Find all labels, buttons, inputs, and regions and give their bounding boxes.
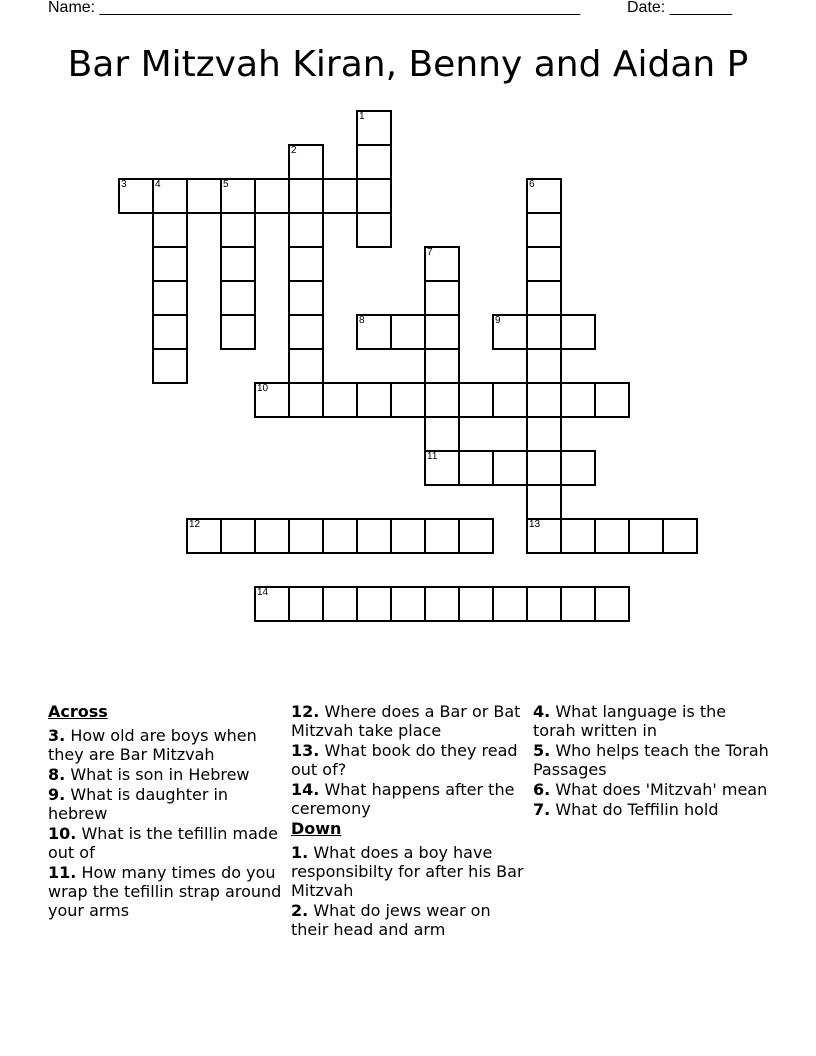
cell-number: 12 [189, 519, 201, 530]
grid-cell[interactable] [424, 450, 460, 486]
clue-text: What do Teffilin hold [555, 800, 719, 819]
grid-cell[interactable] [288, 518, 324, 554]
grid-cell[interactable] [424, 280, 460, 316]
clue-item [291, 702, 527, 740]
cell-number: 7 [427, 247, 433, 258]
clue-number: 9. [48, 785, 66, 804]
grid-cell[interactable] [220, 246, 256, 282]
grid-cell[interactable] [288, 144, 324, 180]
grid-cell[interactable] [220, 314, 256, 350]
grid-cell[interactable] [254, 382, 290, 418]
grid-cell[interactable] [526, 314, 562, 350]
clue-number: 5. [533, 741, 551, 760]
grid-cell[interactable] [390, 518, 426, 554]
puzzle-title: Bar Mitzvah Kiran, Benny and Aidan P [67, 44, 749, 85]
grid-cell[interactable] [560, 314, 596, 350]
clue-text: What book do they read out of? [291, 741, 518, 779]
clue-text: What happens after the ceremony [291, 780, 515, 818]
grid-cell[interactable] [254, 586, 290, 622]
grid-cell[interactable] [152, 314, 188, 350]
clue-item [291, 741, 527, 779]
grid-cell[interactable] [118, 178, 154, 214]
grid-cell[interactable] [288, 314, 324, 350]
grid-cell[interactable] [458, 586, 494, 622]
grid-cell[interactable] [560, 586, 596, 622]
grid-cell[interactable] [322, 586, 358, 622]
grid-cell[interactable] [152, 348, 188, 384]
cell-number: 11 [427, 451, 438, 462]
grid-cell[interactable] [186, 178, 222, 214]
clue-column-2 [291, 702, 527, 940]
clue-item [48, 765, 284, 784]
grid-cell[interactable] [254, 178, 290, 214]
clue-text: What is son in Hebrew [70, 765, 250, 784]
clue-text: What language is the torah written in [533, 702, 727, 740]
clue-item [533, 780, 769, 799]
grid-cell[interactable] [288, 586, 324, 622]
grid-cell[interactable] [356, 178, 392, 214]
clue-number: 13. [291, 741, 320, 760]
grid-cell[interactable] [288, 280, 324, 316]
grid-cell[interactable] [424, 314, 460, 350]
grid-cell[interactable] [526, 416, 562, 452]
grid-cell[interactable] [152, 280, 188, 316]
grid-cell[interactable] [390, 586, 426, 622]
clue-text: What is the tefillin made out of [48, 824, 278, 862]
grid-cell[interactable] [424, 586, 460, 622]
cell-number: 14 [257, 587, 269, 598]
grid-cell[interactable] [526, 212, 562, 248]
grid-cell[interactable] [288, 178, 324, 214]
grid-cell[interactable] [526, 450, 562, 486]
section-heading-across: Across [48, 702, 108, 721]
grid-cell[interactable] [322, 518, 358, 554]
clue-number: 8. [48, 765, 66, 784]
grid-cell[interactable] [458, 518, 494, 554]
name-field-label: Name: ______________________________________________________ [48, 0, 581, 16]
grid-cell[interactable] [356, 518, 392, 554]
clue-text: Where does a Bar or Bat Mitzvah take place [291, 702, 521, 740]
clue-number: 10. [48, 824, 77, 843]
clue-item [291, 901, 527, 939]
grid-cell[interactable] [526, 178, 562, 214]
grid-cell[interactable] [594, 382, 630, 418]
clue-number: 14. [291, 780, 320, 799]
clue-item [291, 780, 527, 818]
grid-cell[interactable] [288, 382, 324, 418]
grid-cell[interactable] [526, 280, 562, 316]
grid-cell[interactable] [322, 178, 358, 214]
clue-number: 3. [48, 726, 66, 745]
grid-cell[interactable] [526, 484, 562, 520]
grid-cell[interactable] [356, 144, 392, 180]
clue-number: 12. [291, 702, 320, 721]
grid-cell[interactable] [458, 450, 494, 486]
grid-cell[interactable] [526, 518, 562, 554]
grid-cell[interactable] [390, 314, 426, 350]
grid-cell[interactable] [628, 518, 664, 554]
cell-number: 6 [529, 179, 535, 190]
clue-text: What does 'Mitzvah' mean [555, 780, 768, 799]
cell-number: 5 [223, 179, 229, 190]
grid-cell[interactable] [526, 348, 562, 384]
cell-number: 3 [121, 179, 127, 190]
grid-cell[interactable] [526, 246, 562, 282]
cell-number: 9 [495, 315, 501, 326]
grid-cell[interactable] [220, 518, 256, 554]
grid-cell[interactable] [424, 416, 460, 452]
grid-cell[interactable] [356, 212, 392, 248]
clue-number: 7. [533, 800, 551, 819]
grid-cell[interactable] [356, 586, 392, 622]
clue-item [533, 800, 769, 819]
grid-cell[interactable] [254, 518, 290, 554]
grid-cell[interactable] [220, 212, 256, 248]
clue-text: Who helps teach the Torah Passages [533, 741, 769, 779]
date-field-label: Date: _______ [627, 0, 732, 16]
clue-number: 2. [291, 901, 309, 920]
grid-cell[interactable] [424, 348, 460, 384]
cell-number: 4 [155, 179, 161, 190]
cell-number: 10 [257, 383, 269, 394]
grid-cell[interactable] [220, 178, 256, 214]
grid-cell[interactable] [152, 246, 188, 282]
grid-cell[interactable] [526, 382, 562, 418]
grid-cell[interactable] [492, 450, 528, 486]
cell-number: 8 [359, 315, 365, 326]
section-heading-down: Down [291, 819, 342, 838]
grid-cell[interactable] [560, 518, 596, 554]
grid-cell[interactable] [526, 586, 562, 622]
cell-number: 1 [359, 111, 365, 122]
clue-item [48, 785, 284, 823]
grid-cell[interactable] [492, 382, 528, 418]
grid-cell[interactable] [186, 518, 222, 554]
grid-cell[interactable] [152, 178, 188, 214]
grid-cell[interactable] [288, 348, 324, 384]
grid-cell[interactable] [152, 212, 188, 248]
clue-number: 11. [48, 863, 77, 882]
grid-cell[interactable] [594, 586, 630, 622]
grid-cell[interactable] [424, 246, 460, 282]
clue-item [533, 702, 769, 740]
clue-number: 4. [533, 702, 551, 721]
grid-cell[interactable] [492, 314, 528, 350]
clue-column-1 [48, 702, 284, 921]
clue-item [48, 726, 284, 764]
clue-text: How old are boys when they are Bar Mitzvah [48, 726, 257, 764]
clue-text: How many times do you wrap the tefillin strap around your arms [48, 863, 282, 920]
clue-text: What does a boy have responsibilty for after his Bar Mitzvah [291, 843, 524, 900]
clue-text: What is daughter in hebrew [48, 785, 229, 823]
clue-item [533, 741, 769, 779]
grid-cell[interactable] [560, 450, 596, 486]
grid-cell[interactable] [390, 382, 426, 418]
clue-item [48, 863, 284, 920]
cell-number: 2 [291, 145, 297, 156]
grid-cell[interactable] [662, 518, 698, 554]
clue-item [48, 824, 284, 862]
grid-cell[interactable] [356, 314, 392, 350]
grid-cell[interactable] [492, 586, 528, 622]
grid-cell[interactable] [594, 518, 630, 554]
clue-text: What do jews wear on their head and arm [291, 901, 491, 939]
grid-cell[interactable] [560, 382, 596, 418]
grid-cell[interactable] [356, 110, 392, 146]
grid-cell[interactable] [288, 246, 324, 282]
clue-number: 1. [291, 843, 309, 862]
grid-cell[interactable] [424, 382, 460, 418]
grid-cell[interactable] [424, 518, 460, 554]
grid-cell[interactable] [356, 382, 392, 418]
grid-cell[interactable] [288, 212, 324, 248]
grid-cell[interactable] [322, 382, 358, 418]
clue-item [291, 843, 527, 900]
clue-column-3 [533, 702, 769, 820]
grid-cell[interactable] [458, 382, 494, 418]
grid-cell[interactable] [220, 280, 256, 316]
cell-number: 13 [529, 519, 541, 530]
clue-number: 6. [533, 780, 551, 799]
